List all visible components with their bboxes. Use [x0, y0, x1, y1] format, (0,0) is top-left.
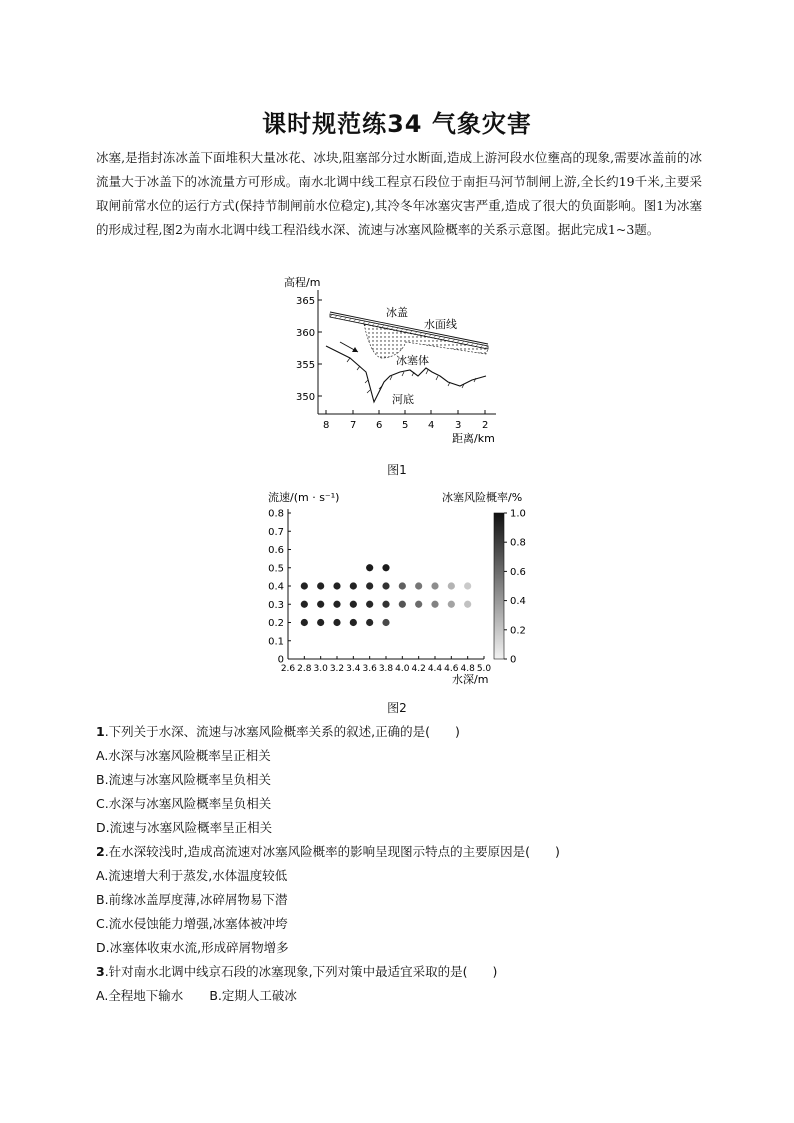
question-2 — [96, 841, 560, 863]
question-3 — [96, 961, 497, 983]
fig1-xtick: 5 — [402, 420, 409, 431]
fig2-xtick: 2.6 — [280, 664, 296, 674]
scatter-point — [301, 619, 308, 626]
question-number: 1 — [96, 724, 105, 739]
option: A.水深与冰塞风险概率呈正相关 — [96, 748, 271, 763]
colorbar-tick: 0.4 — [510, 596, 526, 608]
water-line-label: 水面线 — [424, 318, 457, 331]
colorbar-tick: 0.2 — [510, 625, 526, 637]
fig1-xtick: 7 — [350, 420, 357, 431]
fig2-xtick: 4.4 — [427, 664, 443, 674]
fig2-xtick: 4.6 — [444, 664, 459, 674]
colorbar-ticks — [504, 509, 526, 666]
fig2-ytick: 0.5 — [268, 563, 284, 575]
scatter-point — [350, 619, 357, 626]
scatter-point — [317, 582, 324, 589]
option: C.水深与冰塞风险概率呈负相关 — [96, 796, 272, 811]
fig1-xtick: 2 — [482, 420, 489, 431]
fig2-ytick: 0.8 — [268, 508, 284, 520]
option: A.流速增大利于蒸发,水体温度较低 — [96, 868, 288, 883]
ice-jam-label: 冰塞体 — [396, 354, 429, 367]
scatter-point — [382, 582, 389, 589]
scatter-point — [301, 601, 308, 608]
scatter-point — [382, 564, 389, 571]
question-1 — [96, 721, 460, 743]
colorbar-tick: 0.6 — [510, 566, 526, 578]
fig2-xtick: 4.8 — [460, 664, 475, 674]
option: C.流水侵蚀能力增强,冰塞体被冲垮 — [96, 916, 288, 931]
fig2-ytick: 0.2 — [268, 618, 284, 629]
fig2-xtick: 3.2 — [329, 664, 345, 674]
fig2-xtick: 3.8 — [378, 664, 394, 674]
fig1-ylabel: 高程/m — [284, 276, 321, 289]
option: B.流速与冰塞风险概率呈负相关 — [96, 772, 272, 787]
fig2-xtick: 5.0 — [476, 664, 492, 674]
fig2-xtick: 3.6 — [362, 664, 377, 674]
fig1-xtick: 6 — [376, 420, 383, 431]
fig2-xtick: 2.8 — [297, 664, 312, 674]
scatter-point — [464, 582, 471, 589]
scatter-point — [366, 582, 373, 589]
fig2-ytick: 0 — [277, 654, 284, 666]
fig1-xtick: 4 — [428, 420, 435, 431]
scatter-point — [333, 582, 340, 589]
colorbar — [494, 513, 504, 659]
question-number: 2 — [96, 844, 105, 859]
river-bed-label: 河底 — [392, 393, 414, 406]
scatter-point — [431, 601, 438, 608]
page-title: 课时规范练34 气象灾害 — [262, 110, 532, 138]
fig1-x-ticks — [323, 410, 488, 431]
fig2-ytick: 0.7 — [268, 526, 284, 538]
scatter-point — [366, 601, 373, 608]
colorbar-tick: 1.0 — [510, 508, 526, 520]
colorbar-tick: 0 — [510, 654, 517, 666]
question-stem: .在水深较浅时,造成高流速对冰塞风险概率的影响呈现图示特点的主要原因是( ) — [104, 844, 560, 859]
fig1-xtick: 8 — [323, 420, 330, 431]
fig1-ytick: 360 — [296, 328, 316, 339]
fig1-ytick: 355 — [296, 360, 316, 371]
scatter-point — [301, 582, 308, 589]
fig2-xtick: 3.0 — [313, 664, 328, 674]
option: B.前缘冰盖厚度薄,冰碎屑物易下潜 — [96, 892, 288, 907]
option: D.流速与冰塞风险概率呈正相关 — [96, 820, 273, 835]
fig1-caption: 图1 — [387, 463, 407, 477]
fig2-ylabel: 流速/(m · s⁻¹) — [268, 491, 340, 504]
scatter-point — [382, 601, 389, 608]
intro-paragraph: 冰塞,是指封冻冰盖下面堆积大量冰花、冰块,阻塞部分过水断面,造成上游河段水位壅高的现象,需要冰盖前的冰流量大于冰盖下的冰流量方可形成。南水北调中线工程京石段位于南拒马河节制闸上游,全长约19千米,主要采取闸前常水位的运行方式(保持节制闸前水位稳定),其冷冬年冰塞灾害严重,造成了很大的负面影响。图1为冰塞的形成过程,图2为南水北调中线工程沿线水深、流速与冰塞风险概率的关系示意图。据此完成1~3题。 — [96, 150, 702, 237]
option: B.定期人工破冰 — [209, 988, 297, 1003]
ice-cover-label: 冰盖 — [386, 306, 408, 319]
fig2-ytick: 0.3 — [268, 599, 284, 611]
fig2-points — [301, 564, 472, 626]
ice-cover — [330, 314, 488, 349]
scatter-point — [333, 619, 340, 626]
scatter-point — [350, 601, 357, 608]
scatter-point — [350, 582, 357, 589]
scatter-point — [399, 601, 406, 608]
fig1-ytick: 365 — [296, 296, 316, 307]
scatter-point — [448, 601, 455, 608]
scatter-point — [317, 601, 324, 608]
scatter-point — [415, 582, 422, 589]
fig1-ytick: 350 — [296, 392, 316, 403]
scatter-point — [448, 582, 455, 589]
fig2-xtick: 4.2 — [411, 664, 426, 674]
scatter-point — [333, 601, 340, 608]
fig2-ytick: 0.4 — [268, 581, 284, 593]
fig2-caption: 图2 — [387, 701, 407, 715]
scatter-point — [399, 582, 406, 589]
scatter-point — [317, 619, 324, 626]
fig2-cbar-label: 冰塞风险概率/% — [442, 491, 523, 504]
option: A.全程地下输水 — [96, 988, 184, 1003]
figure-1 — [280, 276, 510, 448]
fig1-xtick: 3 — [455, 420, 462, 431]
fig1-xlabel: 距离/km — [452, 432, 495, 445]
scatter-point — [366, 619, 373, 626]
scatter-point — [464, 601, 471, 608]
scatter-point — [431, 582, 438, 589]
scatter-point — [415, 601, 422, 608]
colorbar-tick: 0.8 — [510, 537, 526, 549]
fig2-xlabel: 水深/m — [452, 673, 489, 686]
fig2-ytick: 0.1 — [268, 636, 284, 648]
option-row — [96, 985, 297, 1007]
question-stem: .下列关于水深、流速与冰塞风险概率关系的叙述,正确的是( ) — [104, 724, 460, 739]
scatter-point — [366, 564, 373, 571]
scatter-point — [382, 619, 389, 626]
fig2-xtick: 4.0 — [395, 664, 410, 674]
option: D.冰塞体收束水流,形成碎屑物增多 — [96, 940, 289, 955]
question-stem: .针对南水北调中线京石段的冰塞现象,下列对策中最适宜采取的是( ) — [104, 964, 498, 979]
fig2-ytick: 0.6 — [268, 545, 284, 556]
figure-2 — [262, 487, 540, 687]
question-number: 3 — [96, 964, 105, 979]
fig2-xtick: 3.4 — [346, 664, 361, 674]
